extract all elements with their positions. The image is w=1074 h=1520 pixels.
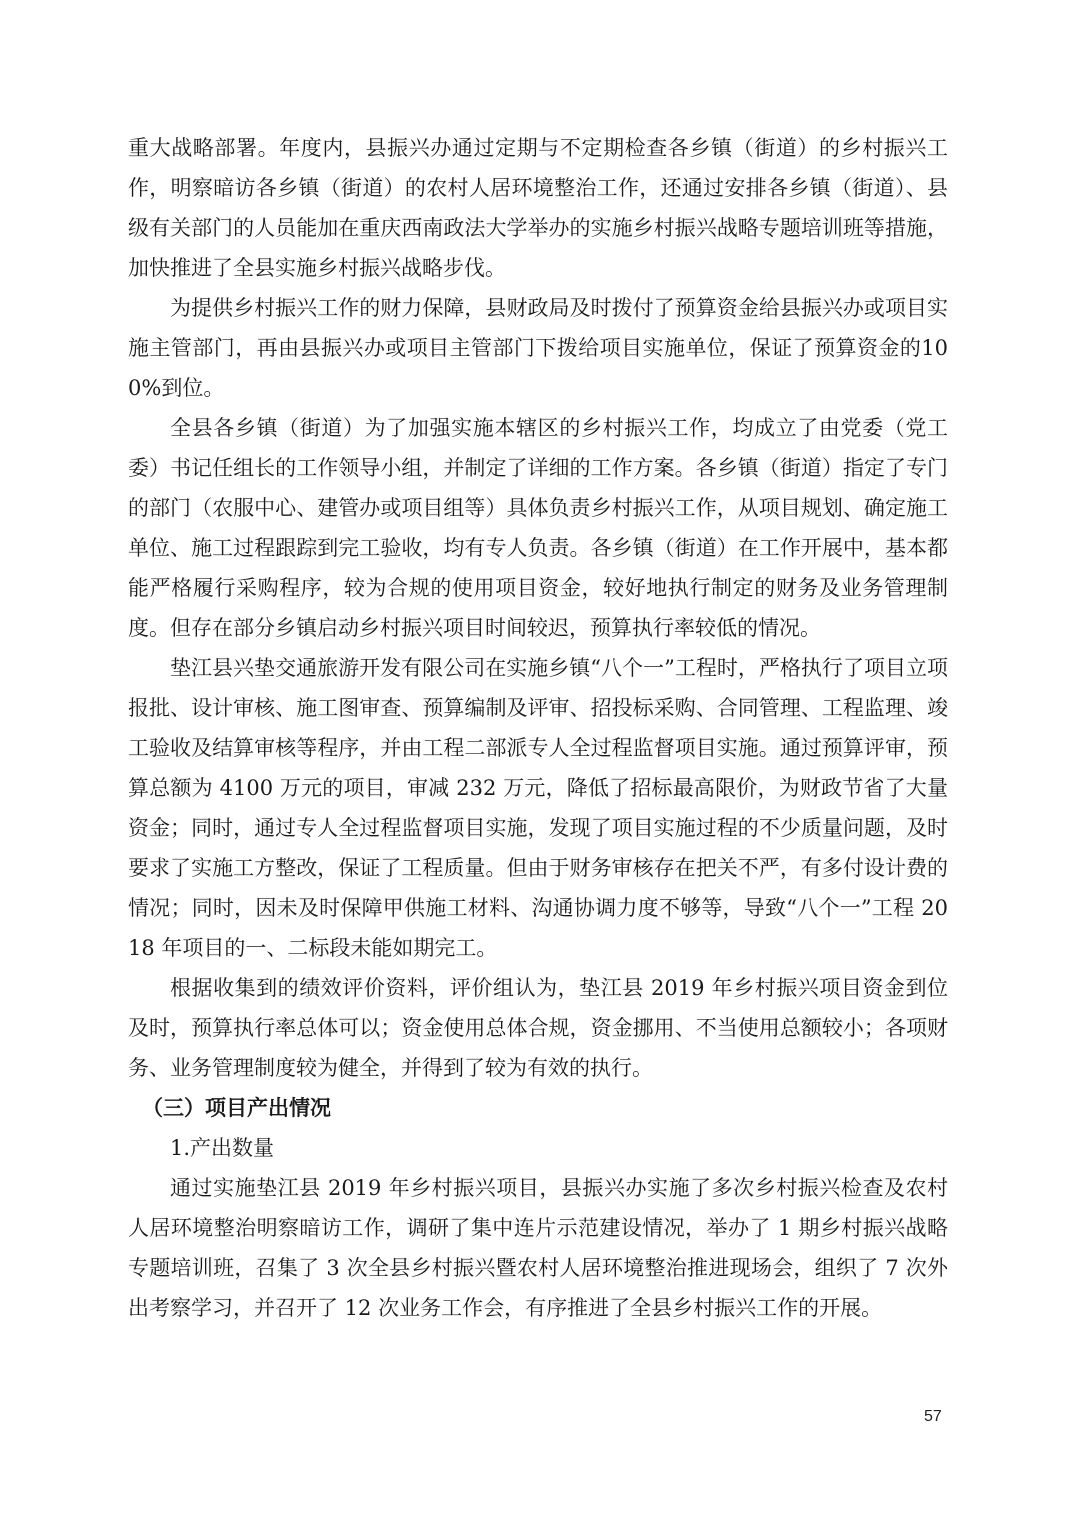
paragraph-output-quantity: 通过实施垫江县 2019 年乡村振兴项目，县振兴办实施了多次乡村振兴检查及农村人居环境整治明察暗访工作，调研了集中连片示范建设情况，举办了 1 期乡村振兴战略专题培训班，召集了 3 次全县乡村振兴暨农村人居环境整治推进现场会，组织了 7 次外出考察学习，并召开了 12 次业务工作会，有序推进了全县乡村振兴工作的开展。 — [128, 1176, 948, 1320]
page-body — [128, 128, 948, 1328]
paragraph-townships: 全县各乡镇（街道）为了加强实施本辖区的乡村振兴工作，均成立了由党委（党工委）书记任组长的工作领导小组，并制定了详细的工作方案。各乡镇（街道）指定了专门的部门（农服中心、建管办或项目组等）具体负责乡村振兴工作，从项目规划、确定施工单位、施工过程跟踪到完工验收，均有专人负责。各乡镇（街道）在工作开展中，基本都能严格履行采购程序，较为合规的使用项目资金，较好地执行制定的财务及业务管理制度。但存在部分乡镇启动乡村振兴项目时间较迟，预算执行率较低的情况。 — [128, 416, 948, 640]
page-number: 57 — [924, 1408, 942, 1425]
sub-heading: 1.产出数量 — [170, 1136, 275, 1160]
paragraph-transport-company: 垫江县兴垫交通旅游开发有限公司在实施乡镇“八个一”工程时，严格执行了项目立项报批、设计审核、施工图审查、预算编制及评审、招投标采购、合同管理、工程监理、竣工验收及结算审核等程序，并由工程二部派专人全过程监督项目实施。通过预算评审，预算总额为 4100 万元的项目，审减 232 万元，降低了招标最高限价，为财政节省了大量资金；同时，通过专人全过程监督项目实施，发现了项目实施过程的不少质量问题，及时要求了实施工方整改，保证了工程质量。但由于财务审核存在把关不严，有多付设计费的情况；同时，因未及时保障甲供施工材料、沟通协调力度不够等，导致“八个一”工程 2018 年项目的一、二标段未能如期完工。 — [128, 656, 948, 960]
section-heading: （三）项目产出情况 — [142, 1096, 331, 1120]
paragraph-continued: 重大战略部署。年度内，县振兴办通过定期与不定期检查各乡镇（街道）的乡村振兴工作，明察暗访各乡镇（街道）的农村人居环境整治工作，还通过安排各乡镇（街道）、县级有关部门的人员能加在重庆西南政法大学举办的实施乡村振兴战略专题培训班等措施，加快推进了全县实施乡村振兴战略步伐。 — [128, 136, 948, 280]
paragraph-funding: 为提供乡村振兴工作的财力保障，县财政局及时拨付了预算资金给县振兴办或项目实施主管部门，再由县振兴办或项目主管部门下拨给项目实施单位，保证了预算资金的100%到位。 — [128, 296, 948, 400]
paragraph-evaluation-conclusion: 根据收集到的绩效评价资料，评价组认为，垫江县 2019 年乡村振兴项目资金到位及时，预算执行率总体可以；资金使用总体合规，资金挪用、不当使用总额较小；各项财务、业务管理制度较为健全，并得到了较为有效的执行。 — [128, 976, 948, 1080]
